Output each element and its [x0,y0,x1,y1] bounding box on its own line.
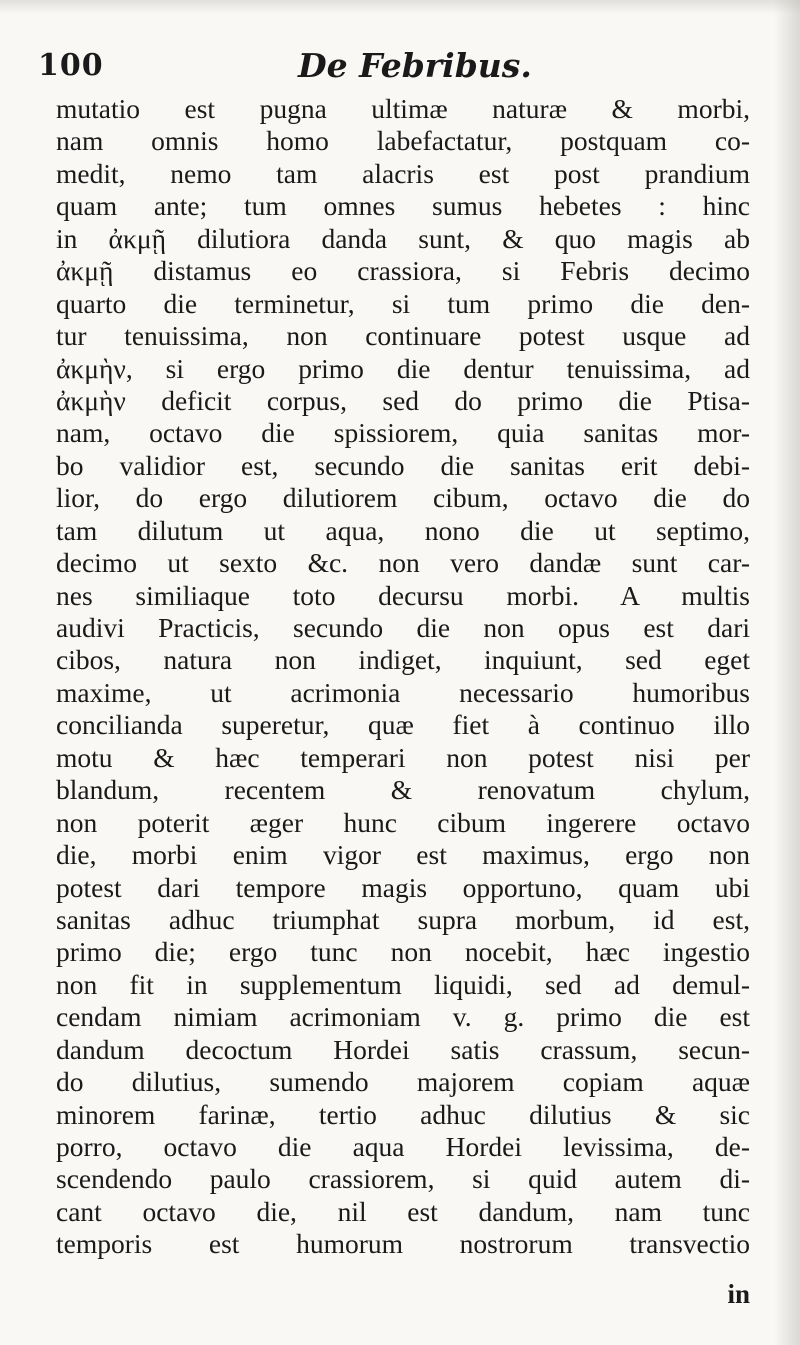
page-top-shadow [0,0,800,14]
text-line: in ἀκμῇ dilutiora danda sunt, & quo magis ab [56,222,750,254]
text-line: scendendo paulo crassiorem, si quid autem di- [56,1163,750,1195]
text-line: nam, octavo die spissiorem, quia sanitas mor- [56,417,750,449]
text-line: porro, octavo die aqua Hordei levissima, de- [56,1131,750,1162]
text-line: non poterit æger hunc cibum ingerere octavo [56,806,750,838]
page-number: 100 [38,48,104,83]
text-line: medit, nemo tam alacris est post prandium [56,157,750,189]
text-line: nes similiaque toto decursu morbi. A multis [56,579,750,611]
text-line: audivi Practicis, secundo die non opus est dari [56,612,750,643]
text-line: concilianda superetur, quæ fiet à continuo illo [56,709,750,741]
text-line: do dilutius, sumendo majorem copiam aquæ [56,1066,750,1098]
text-line: maxime, ut acrimonia necessario humoribus [56,676,750,708]
text-line: tur tenuissima, non continuare potest usque ad [56,320,750,352]
text-line: minorem farinæ, tertio adhuc dilutius & sic [56,1098,750,1130]
running-head: De Febribus. [298,46,532,85]
text-line: quam ante; tum omnes sumus hebetes : hinc [56,190,750,222]
text-line: lior, do ergo dilutiorem cibum, octavo die do [56,482,750,514]
text-line: ἀκμῇ distamus eo crassiora, si Febris decimo [56,255,750,287]
body-text [56,93,750,1261]
text-line: bo validior est, secundo die sanitas erit debi- [56,449,750,481]
page-header [38,44,750,88]
text-line: cant octavo die, nil est dandum, nam tunc [56,1195,750,1227]
text-line: temporis est humorum nostrorum transvectio [56,1228,750,1260]
text-line: tam dilutum ut aqua, nono die ut septimo, [56,514,750,546]
text-line: dandum decoctum Hordei satis crassum, secun- [56,1033,750,1065]
page-gutter-shadow [774,0,800,1345]
text-line: non fit in supplementum liquidi, sed ad demul- [56,968,750,1000]
catchword: in [727,1279,750,1309]
text-line: ἀκμὴν, si ergo primo die dentur tenuissima, ad [56,352,750,384]
text-line: primo die; ergo tunc non nocebit, hæc ingestio [56,936,750,968]
text-line: potest dari tempore magis opportuno, quam ubi [56,871,750,903]
text-line: nam omnis homo labefactatur, postquam co- [56,125,750,157]
text-line: cibos, natura non indiget, inquiunt, sed eget [56,644,750,676]
text-line: sanitas adhuc triumphat supra morbum, id est, [56,903,750,935]
text-line: mutatio est pugna ultimæ naturæ & morbi, [56,93,750,124]
text-line: blandum, recentem & renovatum chylum, [56,774,750,806]
text-line: motu & hæc temperari non potest nisi per [56,741,750,773]
text-line: die, morbi enim vigor est maximus, ergo non [56,839,750,871]
text-line: decimo ut sexto &c. non vero dandæ sunt car- [56,547,750,579]
text-line: ἀκμὴν deficit corpus, sed do primo die Ptisa- [56,384,750,416]
text-line: quarto die terminetur, si tum primo die den- [56,287,750,319]
text-line: cendam nimiam acrimoniam v. g. primo die est [56,1001,750,1033]
